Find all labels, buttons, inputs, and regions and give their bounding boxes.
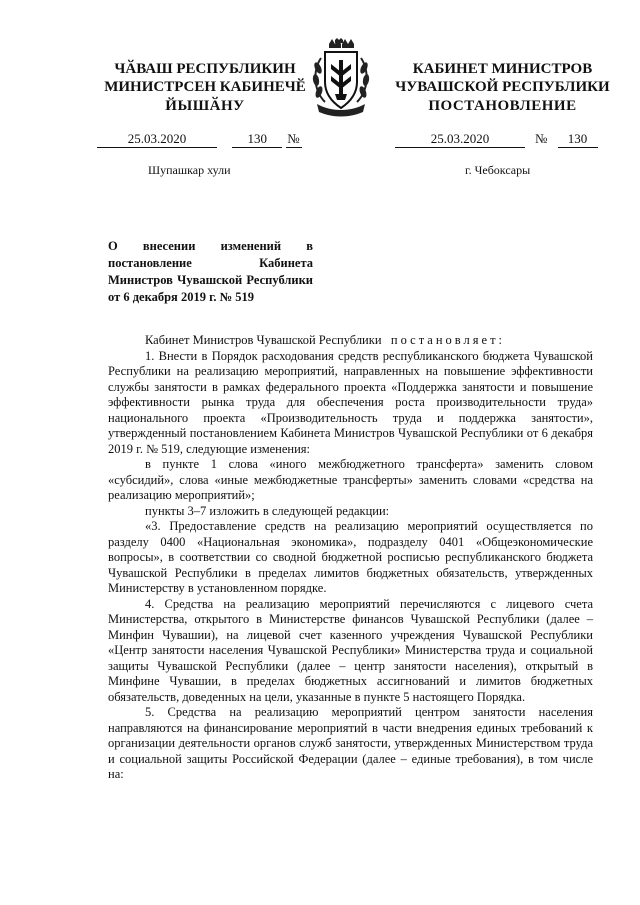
paragraph-1: 1. Внести в Порядок расходования средств республиканского бюджета Чувашской Республики на реализацию мероприятий, направленных на повышение эффективности службы занятости в рамках федерального проекта «Поддержка занятости и повышение эффективности рынка труда для обеспечения роста производительности труда» национального проекта «Производительность труда и поддержка занятости», утвержденный постановлением Кабинета Министров Чувашской Республики от 6 декабря 2019 г. № 519, следующие изменения: bbox=[108, 348, 593, 456]
number-right: 130 bbox=[558, 131, 598, 148]
header-right bbox=[395, 60, 610, 96]
paragraph-4: «3. Предоставление средств на реализацию мероприятий осуществляется по разделу 0400 «Национальная экономика», подразделу 0401 «Общеэкономические вопросы», в соответствии со сводной бюджетной росписью республиканского бюджета Чувашской Республики в пределах лимитов бюджетных обязательств, утвержденных Министерству в установленном порядке. bbox=[108, 519, 593, 595]
date-right: 25.03.2020 bbox=[395, 131, 525, 148]
header-right-line1: КАБИНЕТ МИНИСТРОВ bbox=[412, 61, 593, 77]
number-sign-right: № bbox=[535, 131, 548, 146]
header-left bbox=[100, 60, 310, 96]
doc-kind-russian: ПОСТАНОВЛЕНИЕ bbox=[428, 98, 577, 114]
paragraph-3: пункты 3–7 изложить в следующей редакции: bbox=[145, 503, 390, 518]
header-right-line2: ЧУВАШСКОЙ РЕСПУБЛИКИ bbox=[395, 79, 610, 95]
header-left-line1: ЧӐВАШ РЕСПУБЛИКИН bbox=[114, 61, 296, 77]
chuvash-coat-of-arms-icon bbox=[307, 38, 375, 118]
document-body bbox=[108, 333, 593, 783]
preamble-verb: постановляет: bbox=[390, 333, 506, 347]
date-left: 25.03.2020 bbox=[97, 131, 217, 148]
header-left-line2: МИНИСТРСЕН КАБИНЕЧӖ bbox=[104, 79, 306, 95]
city-russian: г. Чебоксары bbox=[465, 163, 531, 177]
date-line-chuvash bbox=[97, 131, 302, 148]
city-chuvash: Шупашкар хули bbox=[148, 163, 231, 177]
paragraph-2: в пункте 1 слова «иного межбюджетного трансферта» заменить словом «субсидий», слова «иные межбюджетные трансферты» заменить словами «средства на реализацию мероприятий»; bbox=[108, 457, 593, 502]
paragraph-5: 4. Средства на реализацию мероприятий перечисляются с лицевого счета Министерства, открытого в Министерстве финансов Чувашской Республики (далее – Минфин Чувашии), на лицевой счет казенного учреждения Чувашской Республики «Центр занятости населения Чувашской Республики» Министерства труда и социальной защиты Чувашской Республики (далее – центр занятости населения), открытый в Минфине Чувашии, в пределах бюджетных ассигнований и лимитов бюджетных обязательств, доведенных на цели, указанные в пункте 5 настоящего Порядка. bbox=[108, 596, 593, 704]
date-line-russian bbox=[395, 131, 598, 148]
preamble-prefix: Кабинет Министров Чувашской Республики bbox=[145, 333, 382, 347]
paragraph-6: 5. Средства на реализацию мероприятий центром занятости населения направляются на финансирование мероприятий в части внедрения единых требований к организации деятельности органов служб занятости, утвержденных Министерством труда и социальной защиты Российской Федерации (далее – единые требования), в том числе на: bbox=[108, 705, 593, 781]
document-subject: О внесении изменений в постановление Кабинета Министров Чувашской Республики от 6 декабря 2019 г. № 519 bbox=[108, 239, 313, 304]
number-left: 130 bbox=[232, 131, 282, 148]
doc-kind-chuvash: ЙЫШӐНУ bbox=[165, 98, 245, 114]
preamble bbox=[108, 333, 593, 349]
number-sign-left: № bbox=[287, 131, 300, 146]
